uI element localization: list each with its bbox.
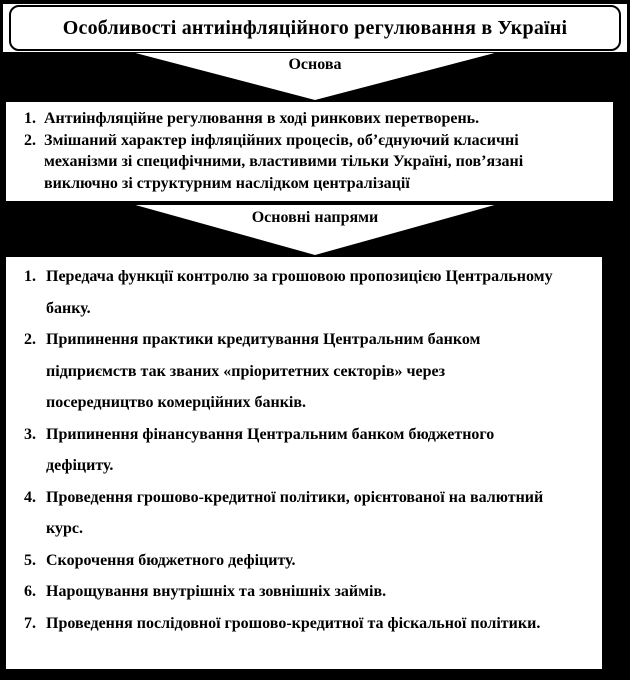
list-item (6, 130, 613, 195)
list-item (6, 419, 602, 482)
list-item-text: Скорочення бюджетного дефіциту. (46, 551, 296, 569)
title-box (9, 5, 621, 51)
list-item-number: 6. (24, 583, 36, 600)
connector-directions (0, 203, 630, 255)
list-item (6, 108, 613, 130)
list-item-text: Змішаний характер інфляційних процесів, об’єднуючий класичні механізми зі специфічними, властивими тільки Україні, пов’язані виключно зі структурним наслідком централізації (44, 131, 524, 192)
list-item-text: Проведення грошово-кредитної політики, орієнтованої на валютний курс. (46, 488, 544, 537)
list-item (6, 261, 602, 324)
list-item-number: 7. (24, 614, 36, 632)
list-item (6, 545, 602, 577)
list-item (6, 608, 602, 640)
list-item (6, 576, 602, 608)
connector-basis (0, 52, 630, 100)
diagram-title: Особливості антиінфляційного регулювання в Україні (62, 16, 568, 39)
list-item-text: Припинення фінансування Центральним банком бюджетного дефіциту. (46, 425, 495, 474)
list-item-text: Проведення послідовної грошово-кредитної та фіскальної політики. (46, 614, 541, 632)
connector-basis-label: Основа (288, 56, 342, 73)
list-item-text: Антиінфляційне регулювання в ході ринкових перетворень. (44, 110, 480, 127)
list-item-number: 4. (24, 488, 36, 506)
list-item-number: 5. (24, 551, 36, 569)
connector-directions-label: Основні напрями (251, 209, 379, 226)
list-item-text: Припинення практики кредитування Центральним банком підприємств так званих «пріоритетних секторів» через посередництво комерційних банків. (46, 331, 481, 411)
basis-box (4, 100, 615, 203)
list-item-text: Передача функції контролю за грошовою пропозицією Центральному банку. (46, 268, 553, 317)
list-item-text: Нарощування внутрішніх та зовнішніх займів. (46, 583, 387, 600)
list-item-number: 2. (24, 131, 36, 149)
list-item-number: 3. (24, 425, 36, 443)
directions-box (4, 255, 604, 671)
list-item-number: 1. (24, 110, 36, 127)
list-item-number: 2. (24, 331, 36, 348)
list-item-number: 1. (24, 268, 36, 285)
list-item (6, 482, 602, 545)
list-item (6, 324, 602, 419)
